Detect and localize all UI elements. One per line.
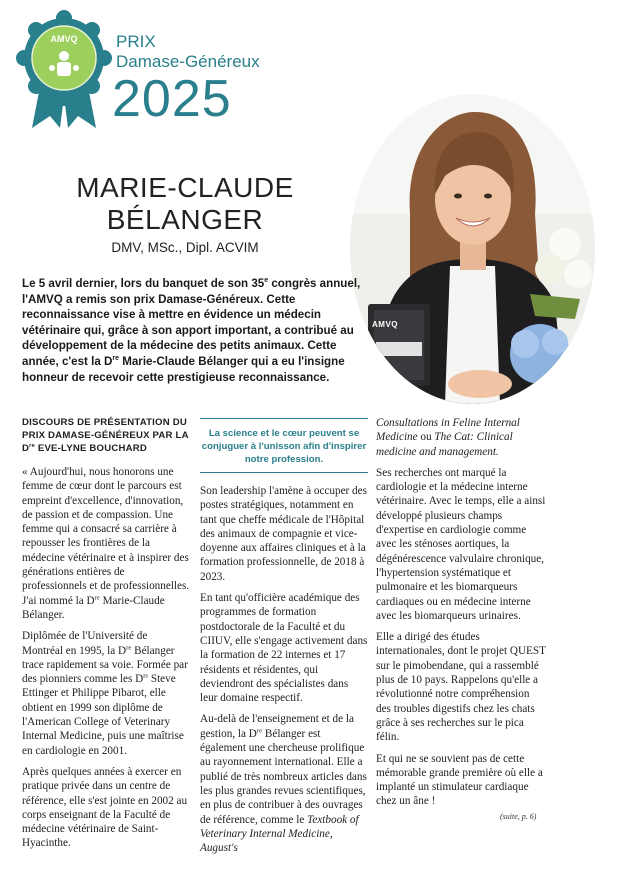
column-3 bbox=[376, 416, 546, 816]
prize-label: PRIX bbox=[116, 32, 156, 51]
paragraph: Elle a dirigé des études internationales, dont le projet QUEST sur le pimobendane, qui a rassemblé plus de 10 pays. Rappelons qu'elle a révolutionné notre compréhension des troubles digestifs chez les chats grâce à ses recherches sur le pica félin. bbox=[376, 631, 546, 744]
paragraph: « Aujourd'hui, nous honorons une femme de cœur dont le parcours est empreint d'excellence, d'innovation, de passion et de compassion. Une femme qui a consacré sa carrière à repousser les frontières de la médecine vétérinaire et à inspirer des générations entières de professionnels et de professionnelles. J'ai nommé la Dre Marie-Claude Bélanger. bbox=[22, 466, 190, 621]
pull-quote: La science et le cœur peuvent se conjuguer à l'unisson afin d'inspirer notre profession. bbox=[200, 418, 368, 473]
laureate-photo bbox=[350, 94, 595, 404]
trophy-logo-text: AMVQ bbox=[372, 320, 398, 329]
continued-note: (suite, p. 6) bbox=[500, 812, 537, 821]
paragraph: En tant qu'officière académique des programmes de formation postdoctorale de la Faculté et du CIIUV, elle s'engage activement dans la formation de 22 internes et 17 résidents et résidentes, qui deviendront des spécialistes dans leur domaine respectif. bbox=[200, 592, 368, 705]
intro-paragraph: Le 5 avril dernier, lors du banquet de son 35e congrès annuel, l'AMVQ a remis son prix Damase-Généreux. Cette reconnaissance vise à mettre en évidence un médecin vétérinaire qui, grâce à son apport important, a contribué au développement de la médecine des petits animaux. Cette année, c'est la Dre Marie-Claude Bélanger qui a eu l'insigne honneur de recevoir cette prestigieuse reconnaissance. bbox=[22, 277, 361, 384]
column-2 bbox=[200, 484, 368, 862]
laureate-name-line1: MARIE-CLAUDE bbox=[76, 172, 294, 203]
paragraph: Et qui ne se souvient pas de cette mémorable grande première où elle a implanté un stimulateur cardiaque chez un âne ! bbox=[376, 752, 543, 808]
paragraph: Après quelques années à exercer en pratique privée dans un centre de référence, elle s'est jointe en 2002 au corps enseignant de la Faculté de médecine vétérinaire de Saint-Hyacinthe. bbox=[22, 765, 188, 850]
laureate-name-line2: BÉLANGER bbox=[106, 204, 264, 235]
paragraph: Son leadership l'amène à occuper des postes stratégiques, notamment en tant que cheffe médicale de l'Hôpital des animaux de compagnie et vice-doyenne aux affaires cliniques et à la formation professionnelle, de 2018 à 2023. bbox=[200, 485, 367, 583]
laureate-credentials: DMV, MSc., Dipl. ACVIM bbox=[111, 240, 259, 255]
badge-logo-text: AMVQ bbox=[50, 34, 78, 44]
prize-year: 2025 bbox=[112, 70, 232, 128]
column-1 bbox=[22, 416, 190, 858]
speech-heading: DISCOURS DE PRÉSENTATION DU PRIX DAMASE-GÉNÉREUX PAR LA Dre EVE-LYNE BOUCHARD bbox=[22, 417, 189, 454]
award-badge-icon bbox=[14, 10, 114, 130]
paragraph: Consultations in Feline Internal Medicine ou The Cat: Clinical medicine and management. bbox=[376, 417, 520, 458]
prize-name: Damase-Généreux bbox=[116, 52, 260, 71]
paragraph: Au-delà de l'enseignement et de la gestion, la Dre Bélanger est également une chercheuse prolifique au rayonnement international. Elle a publié de très nombreux articles dans les plus grandes revues scientifiques, en plus de contribuer à des ouvrages de référence, comme le Textbook of Veterinary Internal Medicine, August's bbox=[200, 713, 367, 855]
paragraph: Diplômée de l'Université de Montréal en 1995, la Dre Bélanger trace rapidement sa voie. Formée par des pionniers comme les $D^{rs}$ Steve Ettinger et Philippe Pibarot, elle obtient en 1999 son diplôme de l'American College of Veterinary Internal Medicine, puis une maîtrise en cardiologie en 2001. bbox=[22, 630, 188, 757]
paragraph: Ses recherches ont marqué la cardiologie et la médecine interne vétérinaire. Avec le temps, elle a ainsi développé plusieurs champs d'expertise en cardiologie comme avec les sténoses aortiques, la dégénérescence valvulaire chronique, l'hypertension systématique et pulmonaire et les biomarqueurs cardiaques ou en médecine interne avec les biomarqueurs urinaires. bbox=[376, 466, 546, 622]
